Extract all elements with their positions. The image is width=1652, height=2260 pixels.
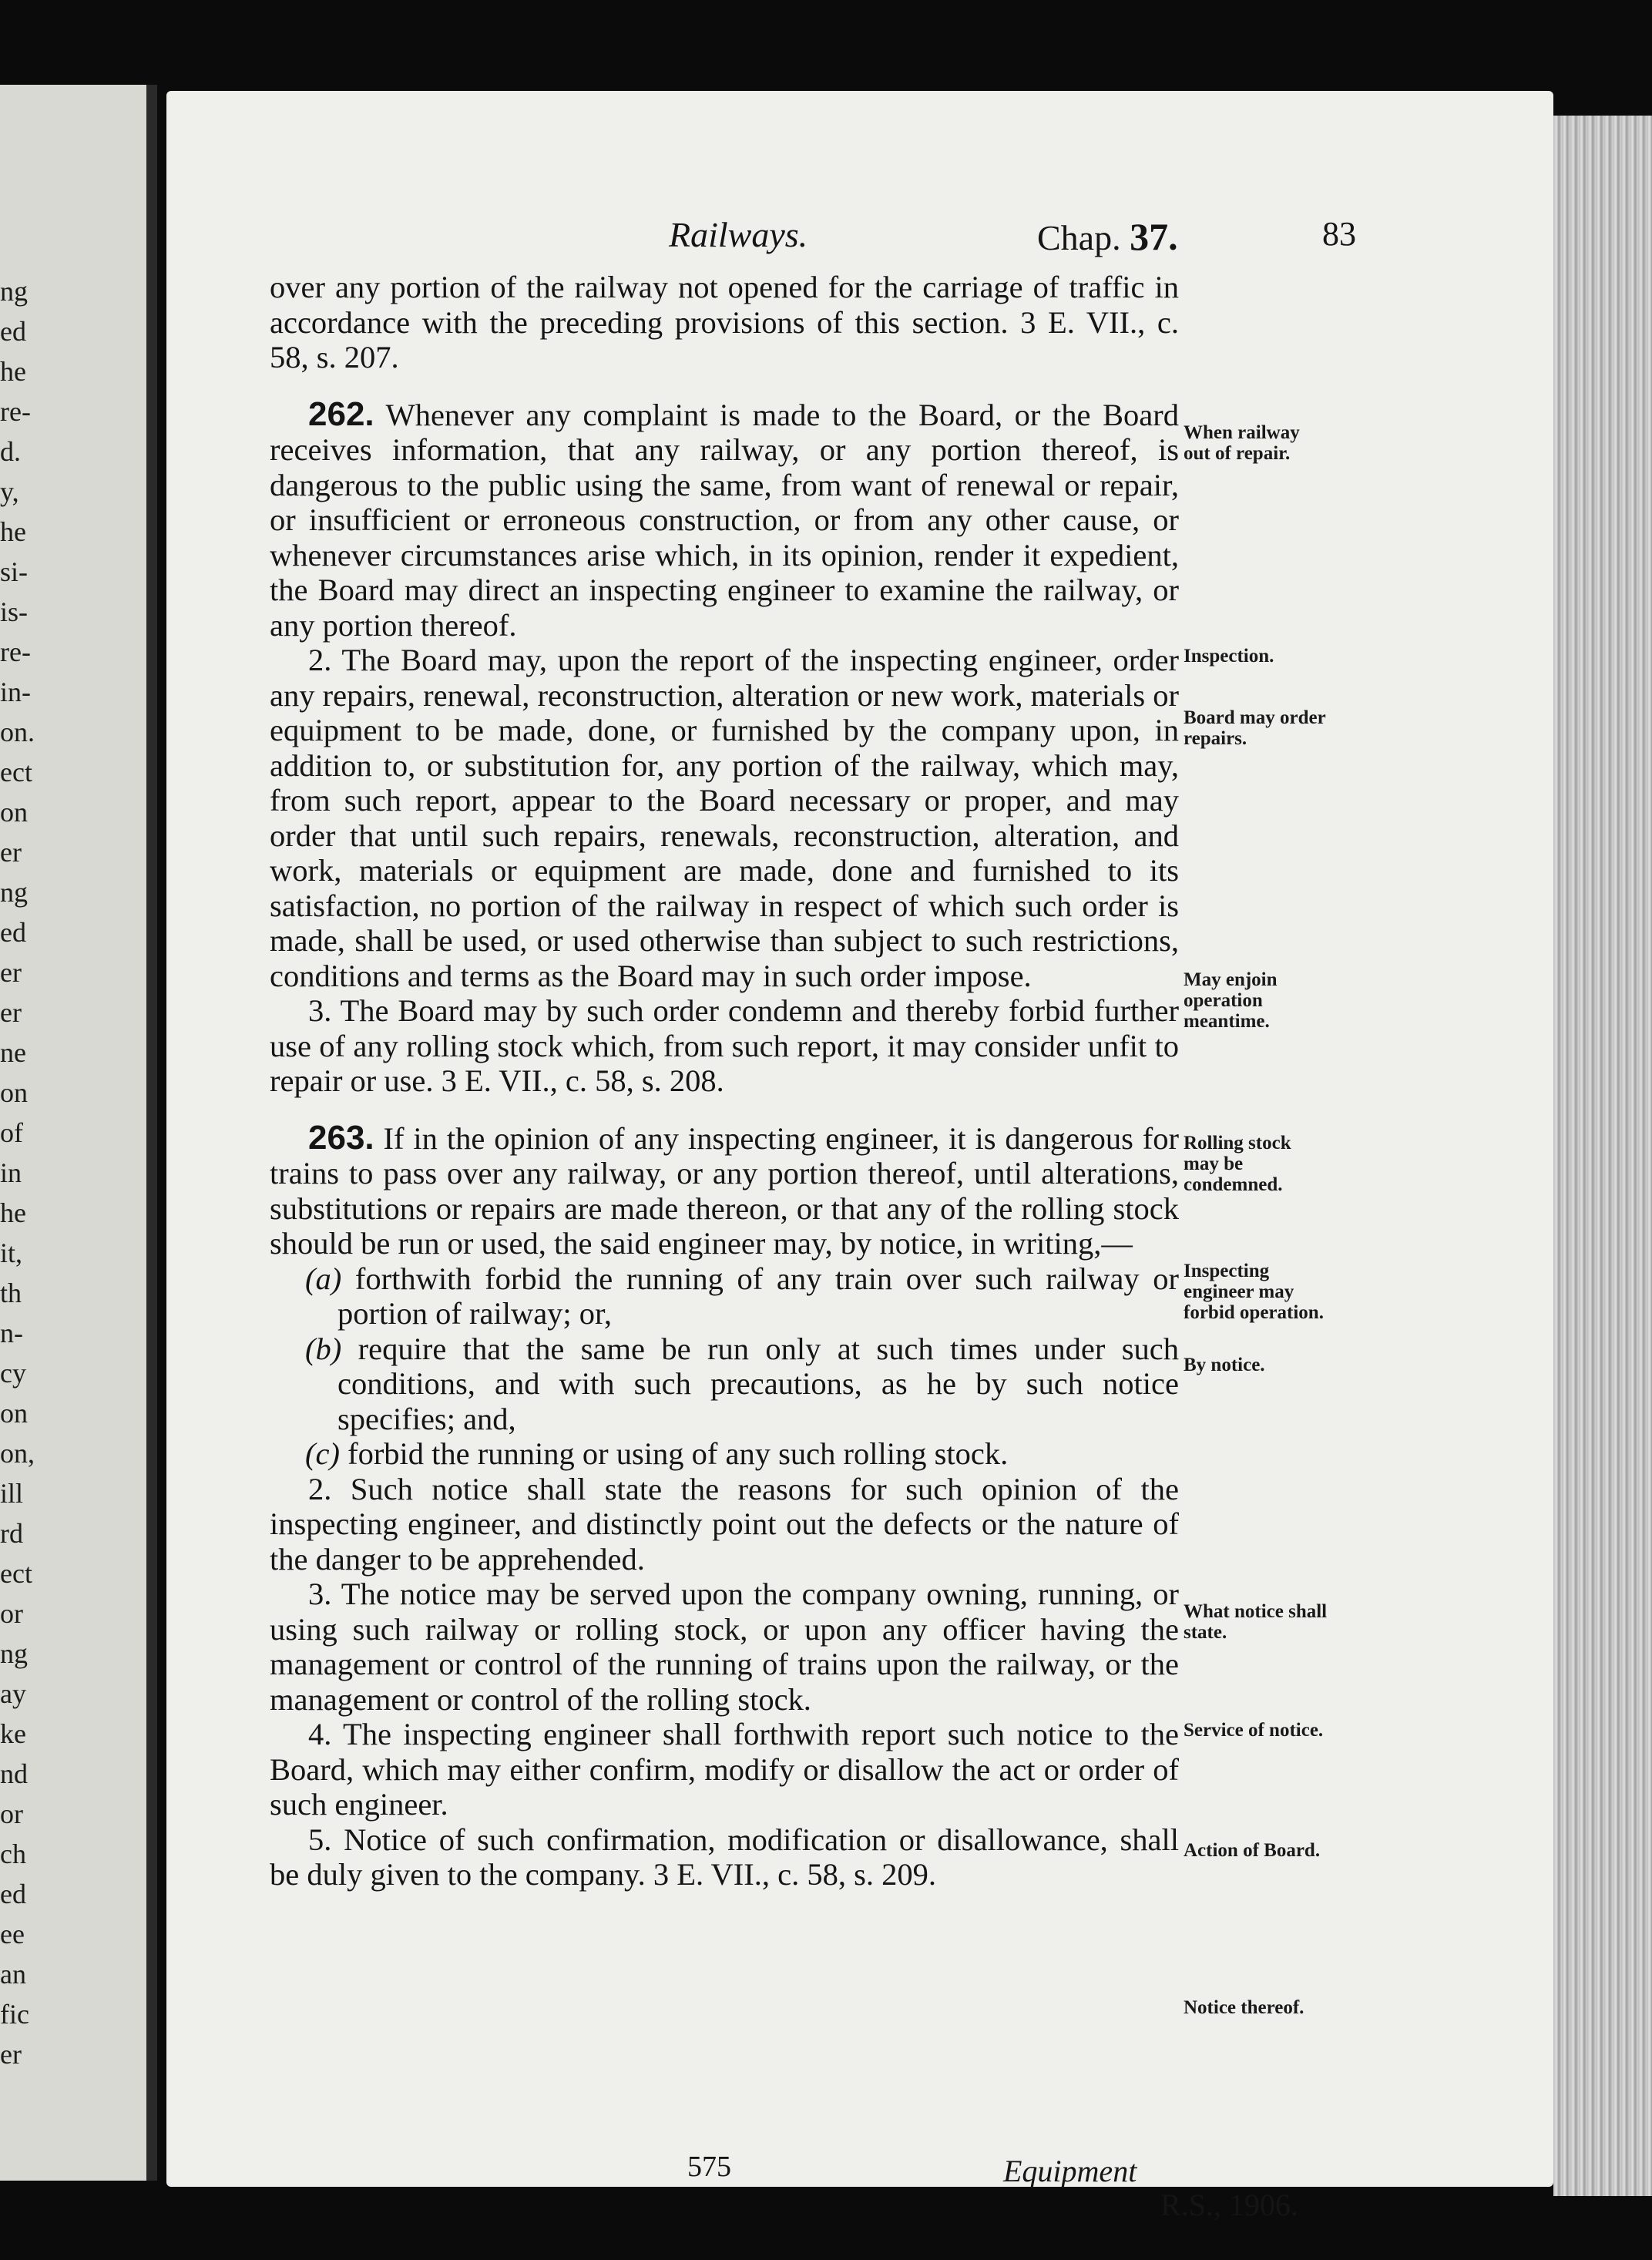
facing-page-fragment: or <box>0 1798 23 1829</box>
section-262 <box>270 397 1179 643</box>
facing-page-fragment: er <box>0 2039 22 2070</box>
margin-note-may-enjoin: May enjoin operation meantime. <box>1184 969 1278 1032</box>
subsection-262-3: 3. The Board may by such order condemn and thereby forbid further use of any rolling stock which, from such report, it may consider unfit to repair or use. 3 E. VII., c. 58, s. 208. <box>270 993 1179 1098</box>
facing-page-fragment: it, <box>0 1237 23 1268</box>
facing-page-fragment: ne <box>0 1037 26 1068</box>
section-text: Whenever any complaint is made to the Board, or the Board receives information, that any railway, or any portion thereof, is dangerous to the public using the same, from want of renewal or repair, or insufficient or erroneous construction, or from any other cause, or whenever circumstances arise which, in its opinion, render it expedient, the Board may direct an inspecting engineer to examine the railway, or any portion thereof. <box>270 397 1179 643</box>
subsection-263-3: 3. The notice may be served upon the company owning, running, or using such railway or rolling stock, or upon any officer having the management or control of the running of trains upon the railway, or the management or control of the rolling stock. <box>270 1577 1179 1717</box>
statute-text <box>270 270 1179 1892</box>
facing-page-fragment: or <box>0 1598 23 1629</box>
facing-page-fragment: on <box>0 797 28 828</box>
facing-page-fragment: ee <box>0 1919 25 1949</box>
facing-page-fragment: rd <box>0 1518 23 1549</box>
facing-page-fragment: er <box>0 957 22 988</box>
facing-page-fragment: ed <box>0 917 26 948</box>
facing-page-fragment: ng <box>0 1638 28 1669</box>
margin-note-what-notice: What notice shall state. <box>1184 1601 1328 1643</box>
facing-page-fragment: ch <box>0 1839 26 1869</box>
subsection-263-2: 2. Such notice shall state the reasons for such opinion of the inspecting engineer, and distinctly point out the defects or the nature of the danger to be apprehended. <box>270 1471 1179 1577</box>
facing-page-fragment: ng <box>0 276 28 307</box>
facing-page-fragment: ect <box>0 1558 32 1589</box>
margin-note-by-notice: By notice. <box>1184 1355 1265 1375</box>
facing-page-fragment: an <box>0 1959 26 1990</box>
margin-note-service: Service of notice. <box>1184 1720 1324 1741</box>
margin-note-action-board: Action of Board. <box>1184 1840 1321 1861</box>
facing-page-fragment: re- <box>0 396 31 427</box>
facing-page-fragment: he <box>0 356 26 387</box>
header-chapter <box>1037 214 1178 259</box>
facing-page-fragment: er <box>0 997 22 1028</box>
subsection-262-2: 2. The Board may, upon the report of the inspecting engineer, order any repairs, renewal, reconstruction, alteration or new work, materials or equipment to be made, done, or furnished by the company upon, in addition to, or substitution for, any portion of the railway, which may, from such report, appear to the Board necessary or proper, and may order that until such repairs, renewals, reconstruction, alteration, and work, materials or equipment are made, done and furnished to its satisfaction, no portion of the railway in respect of which such order is made, shall be used, or used otherwise than subject to such restrictions, conditions and terms as the Board may in such order impose. <box>270 643 1179 993</box>
catchword: Equipment <box>1003 2154 1137 2188</box>
margin-note-when-railway: When railway out of repair. <box>1184 422 1300 464</box>
page-stack-edge <box>1553 116 1652 2196</box>
margin-note-inspecting-engineer: Inspecting engineer may forbid operation. <box>1184 1261 1324 1323</box>
facing-page-fragment: n- <box>0 1318 23 1348</box>
clause-label: (c) <box>305 1436 340 1471</box>
facing-page-fragment: of <box>0 1117 23 1148</box>
facing-page-edge <box>0 85 157 2181</box>
margin-note-notice-thereof: Notice thereof. <box>1184 1997 1304 2018</box>
clause-b <box>270 1331 1179 1437</box>
page-number: 83 <box>1322 215 1356 253</box>
facing-page-fragment: on <box>0 1077 28 1108</box>
facing-page-fragment: in- <box>0 677 31 707</box>
facing-page-fragment: on, <box>0 1438 35 1469</box>
running-header <box>166 214 1553 260</box>
facing-page-fragment: d. <box>0 436 21 467</box>
section-text: If in the opinion of any inspecting engineer, it is dangerous for trains to pass over any railway, or any portion thereof, until alterations, substitutions or repairs are made thereon, or that any of the rolling stock should be run or used, the said engineer may, by notice, in writing,— <box>270 1120 1179 1261</box>
clause-a <box>270 1261 1179 1331</box>
margin-note-inspection: Inspection. <box>1184 646 1274 667</box>
facing-page-fragment: ect <box>0 757 32 787</box>
section-263 <box>270 1120 1179 1261</box>
facing-page-fragment: si- <box>0 556 28 587</box>
edition-mark: R.S., 1906. <box>1160 2188 1298 2222</box>
facing-page-fragment: he <box>0 516 26 547</box>
facing-page-fragment: er <box>0 837 22 868</box>
facing-page-fragment: nd <box>0 1758 28 1789</box>
book-page <box>166 91 1553 2222</box>
facing-page-fragment: th <box>0 1278 22 1308</box>
continuation-paragraph: over any portion of the railway not opened for the carriage of traffic in accordance with the preceding provisions of this section. 3 E. VII., c. 58, s. 207. <box>270 270 1179 374</box>
page-marker: 575 <box>687 2151 731 2183</box>
section-number: 263. <box>308 1118 374 1157</box>
facing-page-fragment: ay <box>0 1678 26 1709</box>
facing-page-fragment: cy <box>0 1358 26 1389</box>
facing-page-fragment: ed <box>0 1879 26 1909</box>
facing-page-fragment: is- <box>0 596 28 627</box>
chapter-number: 37. <box>1130 215 1178 258</box>
clause-text: require that the same be run only at such times under such conditions, and with such precautions, as he by such notice specifies; and, <box>337 1331 1179 1436</box>
header-title: Railways. <box>669 215 808 254</box>
facing-page-fragment: ng <box>0 877 28 908</box>
facing-page-fragment: ke <box>0 1718 26 1749</box>
facing-page-fragment: on <box>0 1398 28 1429</box>
subsection-263-4: 4. The inspecting engineer shall forthwith report such notice to the Board, which may either confirm, modify or disallow the act or order of such engineer. <box>270 1717 1179 1822</box>
facing-page-fragment: on. <box>0 717 35 747</box>
clause-c <box>270 1436 1179 1472</box>
margin-note-board-may-order: Board may order repairs. <box>1184 707 1326 749</box>
clause-label: (b) <box>305 1331 342 1366</box>
facing-page-fragment: y, <box>0 476 19 507</box>
facing-page-fragment: ill <box>0 1478 24 1509</box>
clause-text: forthwith forbid the running of any train over such railway or portion of railway; or, <box>337 1261 1179 1331</box>
subsection-263-5: 5. Notice of such confirmation, modification or disallowance, shall be duly given to the company. 3 E. VII., c. 58, s. 209. <box>270 1822 1179 1892</box>
facing-page-fragment: re- <box>0 636 31 667</box>
section-number: 262. <box>308 395 374 433</box>
facing-page-fragment: he <box>0 1197 26 1228</box>
facing-page-fragment: ed <box>0 316 26 347</box>
clause-text: forbid the running or using of any such rolling stock. <box>339 1436 1009 1471</box>
facing-page-fragment: fic <box>0 1999 29 2030</box>
margin-note-rolling-stock: Rolling stock may be condemned. <box>1184 1133 1291 1195</box>
chapter-label: Chap. <box>1037 218 1121 257</box>
facing-page-fragment: in <box>0 1157 22 1188</box>
clause-label: (a) <box>305 1261 342 1296</box>
